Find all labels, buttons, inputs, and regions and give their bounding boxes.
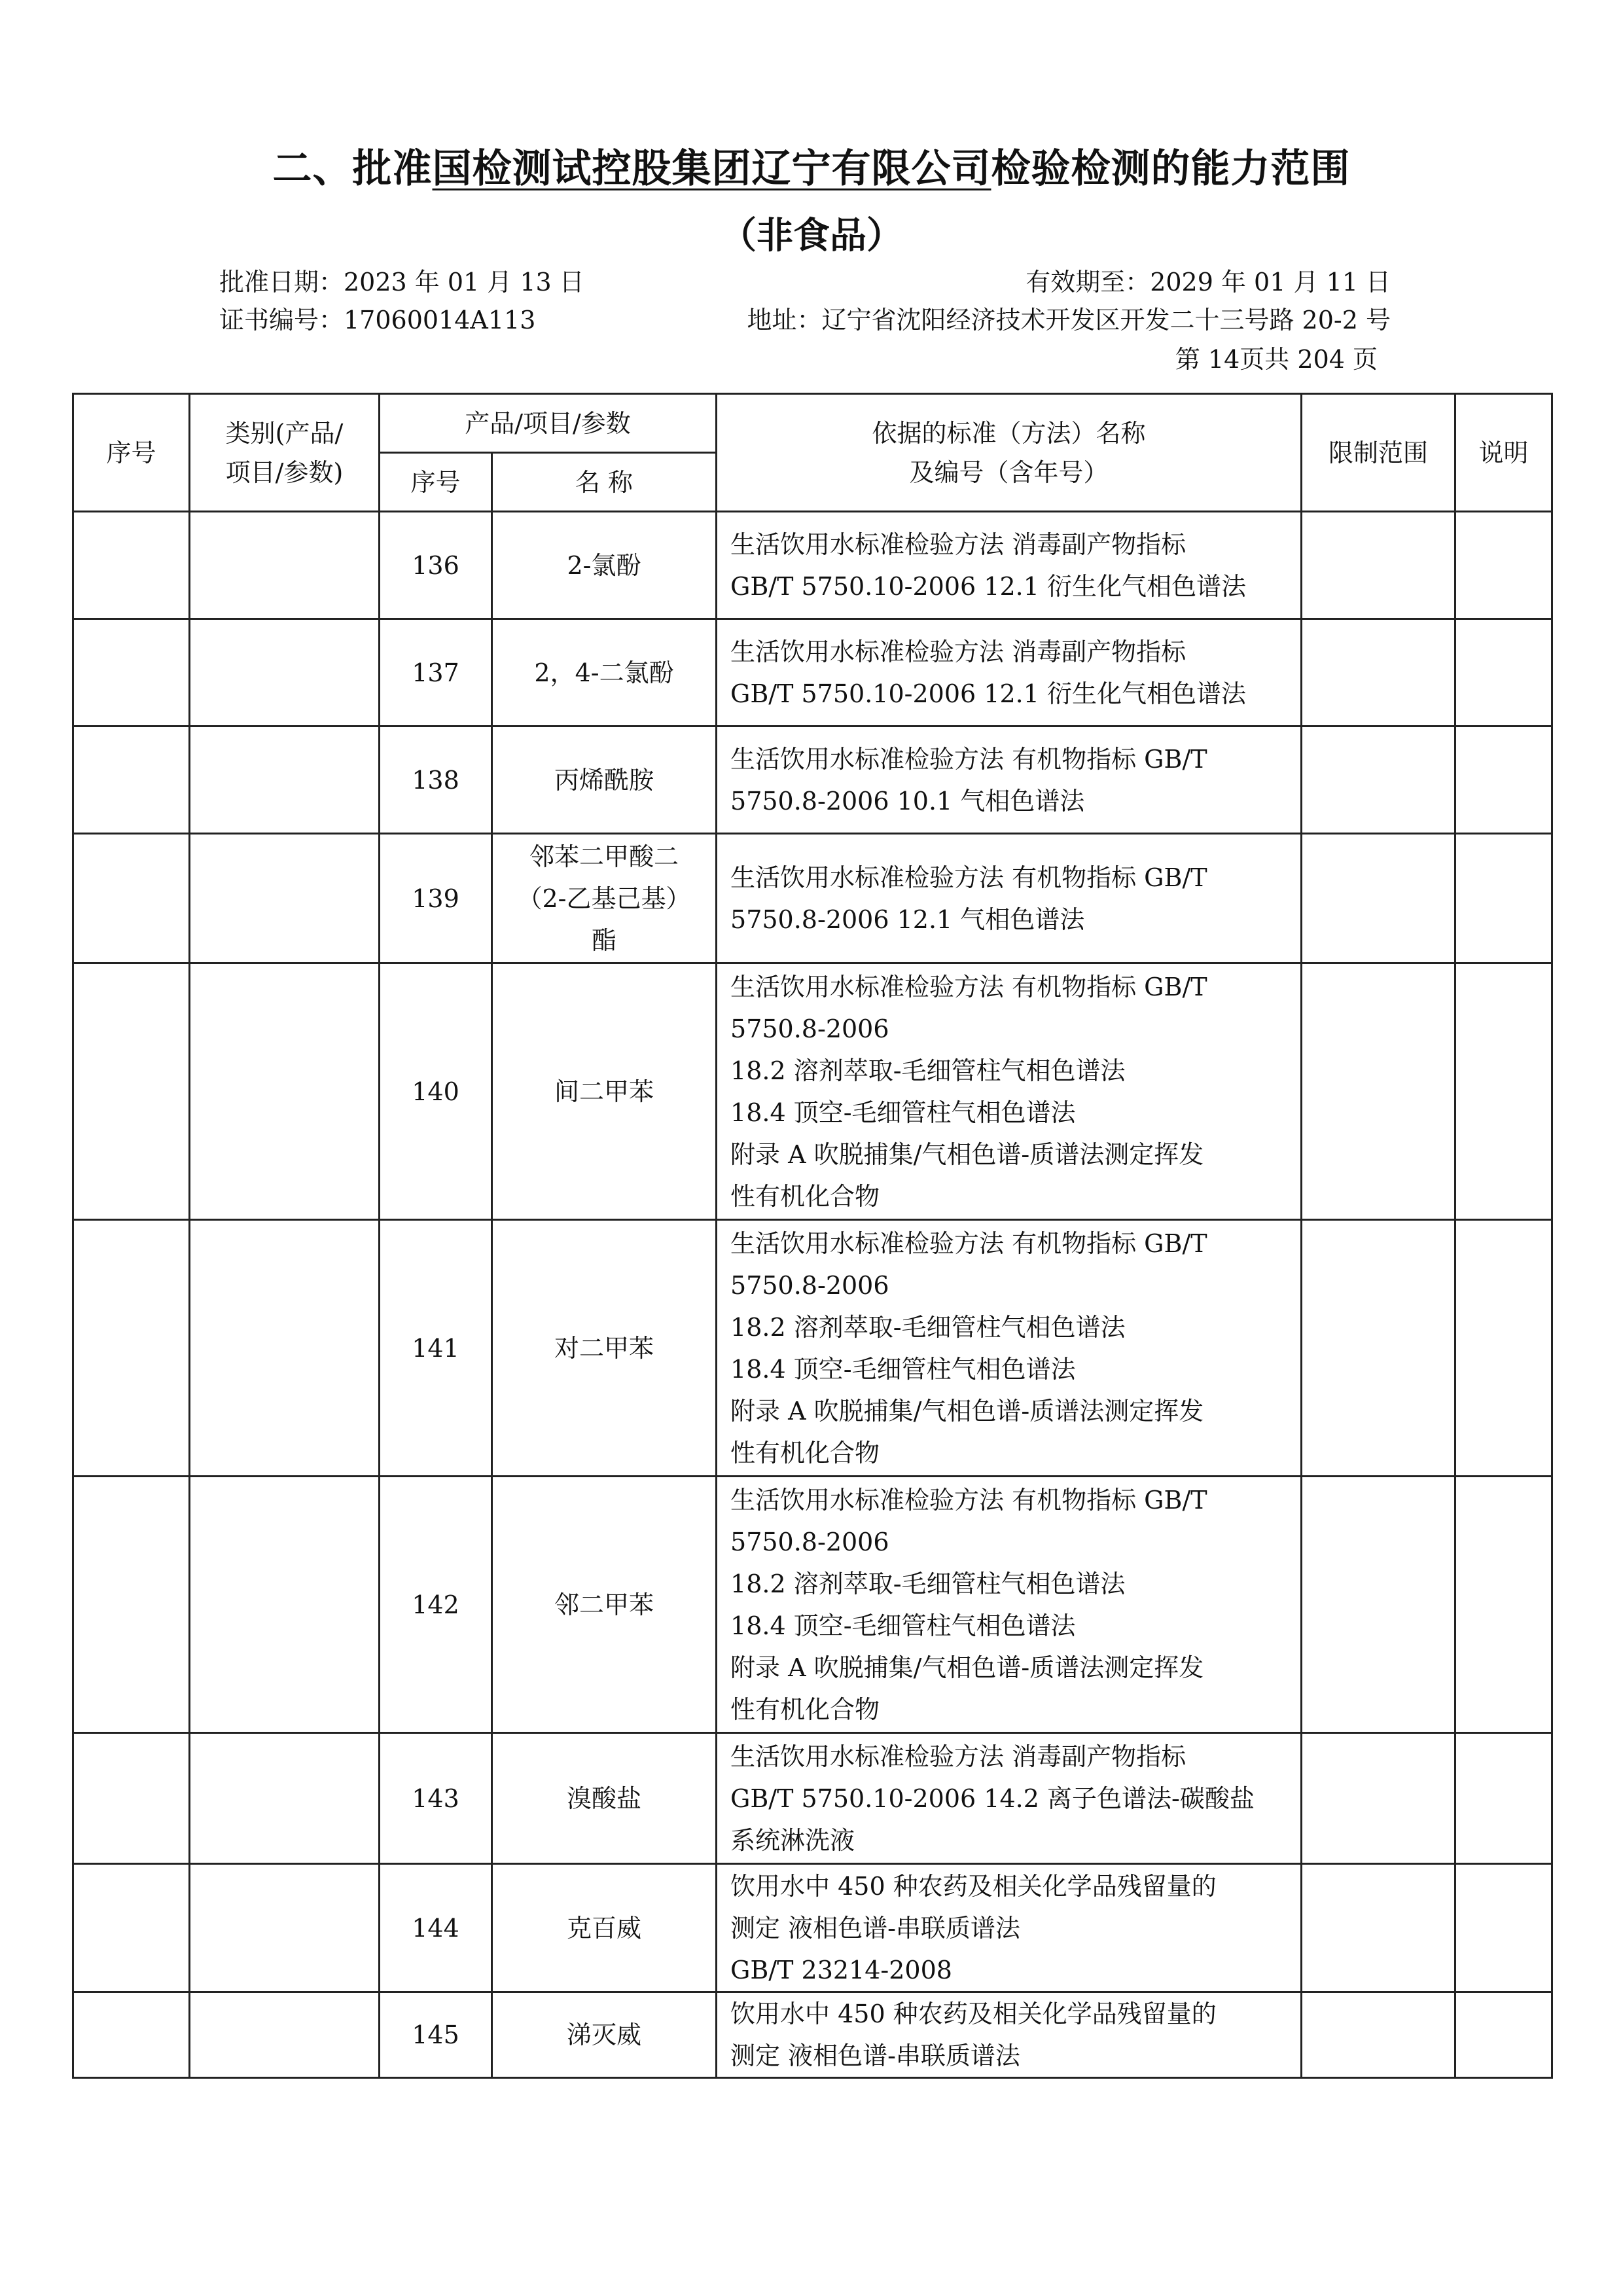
header-sub-seq: 序号	[380, 453, 492, 512]
cell-name	[492, 619, 717, 726]
cell-category	[190, 619, 380, 726]
cell-seq	[73, 963, 190, 1220]
header-note: 说明	[1455, 394, 1552, 512]
header-product-group: 产品/项目/参数	[380, 394, 717, 453]
standard-line: 18.4 顶空-毛细管柱气相色谱法	[730, 1098, 1076, 1127]
header-category-line2: 项目/参数)	[225, 457, 344, 487]
cell-limit	[1302, 1992, 1455, 2078]
header-standard	[717, 394, 1302, 512]
cell-category	[190, 726, 380, 834]
item-name-line: 邻苯二甲酸二	[529, 842, 679, 871]
standard-line: 18.2 溶剂萃取-毛细管柱气相色谱法	[730, 1569, 1126, 1598]
cell-seq	[73, 726, 190, 834]
table-row	[73, 619, 1552, 726]
certificate-number: 证书编号：17060014A113	[219, 306, 536, 334]
cell-name	[492, 726, 717, 834]
cell-sub-seq	[380, 512, 492, 619]
cell-name	[492, 963, 717, 1220]
standard-line: 18.2 溶剂萃取-毛细管柱气相色谱法	[730, 1056, 1126, 1085]
table-body	[73, 512, 1552, 2078]
table-row	[73, 512, 1552, 619]
table-row	[73, 726, 1552, 834]
cell-seq	[73, 834, 190, 963]
item-name-line: 2，4-二氯酚	[534, 658, 674, 687]
cell-name	[492, 1992, 717, 2078]
header-category-line1: 类别(产品/	[225, 418, 344, 448]
standard-line: 附录 A 吹脱捕集/气相色谱-质谱法测定挥发	[730, 1396, 1204, 1426]
cell-sub-seq	[380, 834, 492, 963]
header-standard-line2: 及编号（含年号）	[909, 457, 1109, 487]
standard-line: GB/T 5750.10-2006 12.1 衍生化气相色谱法	[730, 679, 1246, 708]
cell-note	[1455, 726, 1552, 834]
standard-line: 性有机化合物	[730, 1695, 880, 1724]
item-name-line: 2-氯酚	[567, 550, 641, 580]
standard-line: 系统淋洗液	[730, 1825, 855, 1855]
header-limit: 限制范围	[1302, 394, 1455, 512]
cell-sub-seq	[380, 1220, 492, 1477]
item-name-line: 克百威	[567, 1913, 642, 1943]
item-name-line: 溴酸盐	[567, 1784, 642, 1813]
cell-standard	[717, 1220, 1302, 1477]
cell-category	[190, 1477, 380, 1733]
item-number: 143	[412, 1784, 459, 1813]
cell-note	[1455, 963, 1552, 1220]
standard-line: 生活饮用水标准检验方法 消毒副产物指标	[730, 529, 1186, 559]
cell-note	[1455, 619, 1552, 726]
standard-line: 生活饮用水标准检验方法 有机物指标 GB/T	[730, 972, 1207, 1001]
cell-sub-seq	[380, 963, 492, 1220]
header-seq: 序号	[73, 394, 190, 512]
cell-name	[492, 1220, 717, 1477]
item-number: 141	[412, 1333, 459, 1363]
standard-line: 生活饮用水标准检验方法 有机物指标 GB/T	[730, 744, 1207, 774]
item-number: 142	[412, 1590, 459, 1619]
item-number: 139	[412, 884, 459, 913]
item-name-line: 丙烯酰胺	[554, 765, 654, 795]
standard-line: 18.4 顶空-毛细管柱气相色谱法	[730, 1354, 1076, 1384]
document-subtitle: （非食品）	[720, 215, 903, 257]
standard-line: 5750.8-2006 10.1 气相色谱法	[730, 786, 1085, 816]
cell-limit	[1302, 1864, 1455, 1992]
item-number: 144	[412, 1913, 459, 1943]
standard-line: 生活饮用水标准检验方法 有机物指标 GB/T	[730, 863, 1207, 892]
title-organization: 国检测试控股集团辽宁有限公司	[432, 146, 991, 192]
standard-line: GB/T 23214-2008	[730, 1955, 952, 1984]
table-row	[73, 1733, 1552, 1864]
standard-line: 性有机化合物	[730, 1181, 880, 1211]
standard-line: 生活饮用水标准检验方法 有机物指标 GB/T	[730, 1485, 1207, 1515]
cell-sub-seq	[380, 1477, 492, 1733]
table-row	[73, 1220, 1552, 1477]
cell-seq	[73, 1733, 190, 1864]
cell-seq	[73, 512, 190, 619]
cell-standard	[717, 512, 1302, 619]
document-title	[0, 143, 1623, 195]
cell-category	[190, 963, 380, 1220]
cell-limit	[1302, 834, 1455, 963]
cell-standard	[717, 1477, 1302, 1733]
standard-line: 附录 A 吹脱捕集/气相色谱-质谱法测定挥发	[730, 1139, 1204, 1169]
cell-limit	[1302, 619, 1455, 726]
cell-category	[190, 1992, 380, 2078]
cell-limit	[1302, 1733, 1455, 1864]
cell-category	[190, 512, 380, 619]
item-name-line: 间二甲苯	[554, 1077, 654, 1106]
cell-limit	[1302, 1477, 1455, 1733]
header-standard-line1: 依据的标准（方法）名称	[872, 418, 1146, 448]
cell-standard	[717, 834, 1302, 963]
cell-limit	[1302, 512, 1455, 619]
cell-note	[1455, 1992, 1552, 2078]
cell-limit	[1302, 726, 1455, 834]
table-row	[73, 1864, 1552, 1992]
standard-line: 5750.8-2006	[730, 1527, 889, 1556]
valid-until: 有效期至：2029 年 01 月 11 日	[1026, 268, 1391, 296]
cell-sub-seq	[380, 726, 492, 834]
item-name-line: 对二甲苯	[554, 1333, 654, 1363]
capability-table	[72, 393, 1553, 2079]
item-number: 145	[412, 2020, 459, 2049]
cell-sub-seq	[380, 1864, 492, 1992]
standard-line: 饮用水中 450 种农药及相关化学品残留量的	[730, 1871, 1217, 1901]
header-sub-name: 名 称	[492, 453, 717, 512]
cell-standard	[717, 1992, 1302, 2078]
cell-seq	[73, 1477, 190, 1733]
standard-line: GB/T 5750.10-2006 12.1 衍生化气相色谱法	[730, 571, 1246, 601]
cell-sub-seq	[380, 1992, 492, 2078]
cell-standard	[717, 1864, 1302, 1992]
cell-seq	[73, 1992, 190, 2078]
cell-category	[190, 1864, 380, 1992]
title-suffix: 检验检测的能力范围	[991, 146, 1351, 192]
header-category	[190, 394, 380, 512]
cell-name	[492, 1477, 717, 1733]
standard-line: 测定 液相色谱-串联质谱法	[730, 1913, 1020, 1943]
standard-line: 生活饮用水标准检验方法 消毒副产物指标	[730, 1742, 1186, 1771]
cell-note	[1455, 1733, 1552, 1864]
standard-line: GB/T 5750.10-2006 14.2 离子色谱法-碳酸盐	[730, 1784, 1255, 1813]
cell-note	[1455, 512, 1552, 619]
cell-standard	[717, 619, 1302, 726]
table-row	[73, 834, 1552, 963]
item-number: 137	[412, 658, 459, 687]
standard-line: 性有机化合物	[730, 1438, 880, 1467]
cell-seq	[73, 1220, 190, 1477]
table-row	[73, 963, 1552, 1220]
cell-sub-seq	[380, 1733, 492, 1864]
cell-note	[1455, 834, 1552, 963]
page-info: 第 14页共 204 页	[1175, 345, 1378, 374]
item-number: 138	[412, 765, 459, 795]
cell-category	[190, 1220, 380, 1477]
item-name-line: 酯	[592, 925, 617, 955]
cell-name	[492, 512, 717, 619]
cell-category	[190, 1733, 380, 1864]
standard-line: 附录 A 吹脱捕集/气相色谱-质谱法测定挥发	[730, 1653, 1204, 1682]
item-name-line: 涕灭威	[567, 2020, 642, 2049]
standard-line: 5750.8-2006	[730, 1270, 889, 1300]
cell-sub-seq	[380, 619, 492, 726]
cell-name	[492, 1733, 717, 1864]
item-name-line: （2-乙基己基）	[517, 884, 691, 913]
cell-category	[190, 834, 380, 963]
cell-name	[492, 834, 717, 963]
cell-limit	[1302, 1220, 1455, 1477]
title-prefix: 二、批准	[272, 146, 433, 192]
cell-name	[492, 1864, 717, 1992]
cell-limit	[1302, 963, 1455, 1220]
item-number: 140	[412, 1077, 459, 1106]
cell-standard	[717, 963, 1302, 1220]
cell-note	[1455, 1477, 1552, 1733]
standard-line: 测定 液相色谱-串联质谱法	[730, 2041, 1020, 2070]
cell-seq	[73, 619, 190, 726]
cell-standard	[717, 726, 1302, 834]
table-row	[73, 1477, 1552, 1733]
standard-line: 5750.8-2006 12.1 气相色谱法	[730, 905, 1085, 934]
approval-date: 批准日期：2023 年 01 月 13 日	[219, 268, 584, 296]
address: 地址：辽宁省沈阳经济技术开发区开发二十三号路 20-2 号	[747, 306, 1391, 334]
standard-line: 5750.8-2006	[730, 1014, 889, 1043]
standard-line: 18.2 溶剂萃取-毛细管柱气相色谱法	[730, 1312, 1126, 1342]
cell-note	[1455, 1220, 1552, 1477]
cell-note	[1455, 1864, 1552, 1992]
item-name-line: 邻二甲苯	[554, 1590, 654, 1619]
standard-line: 生活饮用水标准检验方法 有机物指标 GB/T	[730, 1229, 1207, 1258]
table-row	[73, 1992, 1552, 2078]
standard-line: 生活饮用水标准检验方法 消毒副产物指标	[730, 637, 1186, 666]
standard-line: 18.4 顶空-毛细管柱气相色谱法	[730, 1611, 1076, 1640]
cell-standard	[717, 1733, 1302, 1864]
cell-seq	[73, 1864, 190, 1992]
item-number: 136	[412, 550, 459, 580]
standard-line: 饮用水中 450 种农药及相关化学品残留量的	[730, 2000, 1217, 2028]
